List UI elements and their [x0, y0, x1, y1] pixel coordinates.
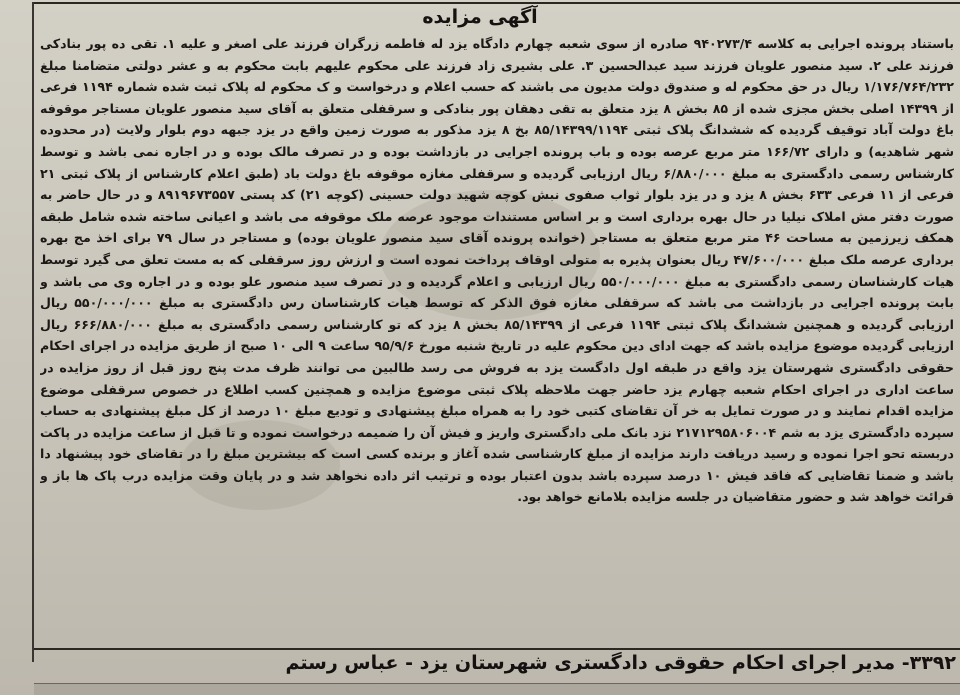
left-border [32, 2, 34, 662]
notice-title: آگهی مزایده [422, 6, 538, 28]
next-notice-edge [34, 683, 960, 695]
notice-signature: ۳۳۹۲- مدیر اجرای احکام حقوقی دادگستری شهرستان یزد - عباس رستم [285, 652, 956, 674]
notice-body: باستناد پرونده اجرایی به کلاسه ۹۴۰۲۷۳/۴ صادره از سوی شعبه چهارم دادگاه یزد له فاطمه زرگران فرزند علی اصغر و علیه ۱. تقی ده پور بنادکی فرزند علی ۲. سید منصور علویان فرزند سید عبدالحسین ۳. علی بشیری زاد فرزند علی محکوم علیهم بابت محکوم به و عشر دولتی متضامنا مبلغ ۱/۱۷۶/۷۶۴/۲۳۲ ریال در حق محکوم له و صندوق دولت مدیون می باشند که حسب اعلام و درخواست و ک محکوم له پلاک ثبت شده شماره ۱۱۹۴ فرعی از ۱۴۳۹۹ اصلی بخش مجزی شده از ۸۵ بخش ۸ یزد متعلق به تقی دهقان پور بنادکی و سرقفلی متعلق به آقای سید منصور علویان مستاجر موقوفه باغ دولت آباد توقیف گردیده که ششدانگ پلاک ثبتی ۸۵/۱۴۳۹۹/۱۱۹۴ بخ ۸ یزد مذکور به صورت زمین واقع در یزد جبهه دوم بلوار ولایت (در محدوده شهر شاهدیه) و دارای ۱۶۶/۷۲ متر مربع عرصه بوده و باب پرونده اجرایی در بازداشت بوده و در تصرف مالک بوده و در اجاره نمی باشد و توسط کارشناس رسمی دادگستری به مبلغ ۶/۸۸۰/۰۰۰ ریال ارزیابی گردیده و سرقفلی مغازه موقوفه باغ دولت باد (طبق اعلام کارشناس از پلاک ثبتی ۲۱ فرعی از ۱۱ فرعی ۶۳۳ بخش ۸ یزد و در یزد بلوار ثواب صفوی نبش کوچه شهید دولت حسینی (کوچه ۲۱) کد پستی ۸۹۱۹۶۷۳۵۵۷ و در حال حاضر به صورت دفتر مش املاک نیلیا در حال بهره برداری است و بر اساس مستندات موجود عرصه ملک موقوفه می باشد و اعیانی ساخته شده شامل طبقه همکف زیرزمین به مساحت ۴۶ متر مربع متعلق به مستاجر (خوانده پرونده آقای سید منصور علویان بوده) و مستاجر در سال ۷۹ برای اخذ مج بهره برداری عرصه ملک مبلغ ۴۷/۶۰۰/۰۰۰ ریال بعنوان پذیره به متولی اوقاف پرداخت نموده است و ارزش روز سرقفلی که به مست تعلق می گیرد توسط هیات کارشناسان رسمی دادگستری به مبلغ ۵۵۰/۰۰۰/۰۰۰ ریال ارزیابی و اعلام گردیده و در تصرف سید منصور علو بوده و در اجاره وی می باشد و بابت پرونده اجرایی در بازداشت می باشد که سرقفلی مغازه فوق الذکر که توسط هیات کارشناسان رس دادگستری به مبلغ ۵۵۰/۰۰۰/۰۰۰ ریال ارزیابی گردیده و همچنین ششدانگ پلاک ثبتی ۱۱۹۴ فرعی از ۸۵/۱۴۳۹۹ بخش ۸ یزد که تو کارشناس رسمی دادگستری به مبلغ ۶۶۶/۸۸۰/۰۰۰ ریال ارزیابی گردیده موضوع مزایده باشد که جهت ادای دین محکوم علیه در تاریخ شنبه مورخ ۹۵/۹/۶ ساعت ۹ الی ۱۰ صبح از طریق مزایده در اجرای احکام حقوقی دادگستری شهرستان یزد واقع در طبقه اول دادگست یزد به فروش می رسد طالبین می توانند ظرف مدت پنج روز قبل از روز مزایده در ساعت اداری در اجرای احکام شعبه چهارم یزد حاضر جهت ملاحظه پلاک ثبتی موضوع مزایده و همچنین کسب اطلاع در خصوص سرقفلی موضوع مزایده اقدام نمایند و در صورت تمایل به خر آن تقاضای کتبی خود را به همراه مبلغ پیشنهادی و تودیع مبلغ ۱۰ درصد از کل مبلغ پیشنهادی به حساب سپرده دادگستری یزد به شم ۲۱۷۱۲۹۵۸۰۶۰۰۴ نزد بانک ملی دادگستری واریز و فیش آن را ضمیمه درخواست نموده و تا قبل از ساعت مزایده در پاکت دربسته تحو اجرا نموده و رسید دریافت دارند مزایده از مبلغ کارشناسی شده آغاز و برنده کسی است که بیشترین مبلغ را در تقاضای خود پیشنهاد دا باشد و ضمنا تقاضایی که فاقد فیش ۱۰ درصد سپرده باشد بدون اعتبار بوده و ترتیب اثر داده نخواهد شد و در پایان وقت مزایده درب پاک ها باز و قرائت خواهد شد و حضور متقاضیان در جلسه مزایده بلامانع خواهد بود. [40, 36, 954, 505]
divider [34, 648, 960, 650]
